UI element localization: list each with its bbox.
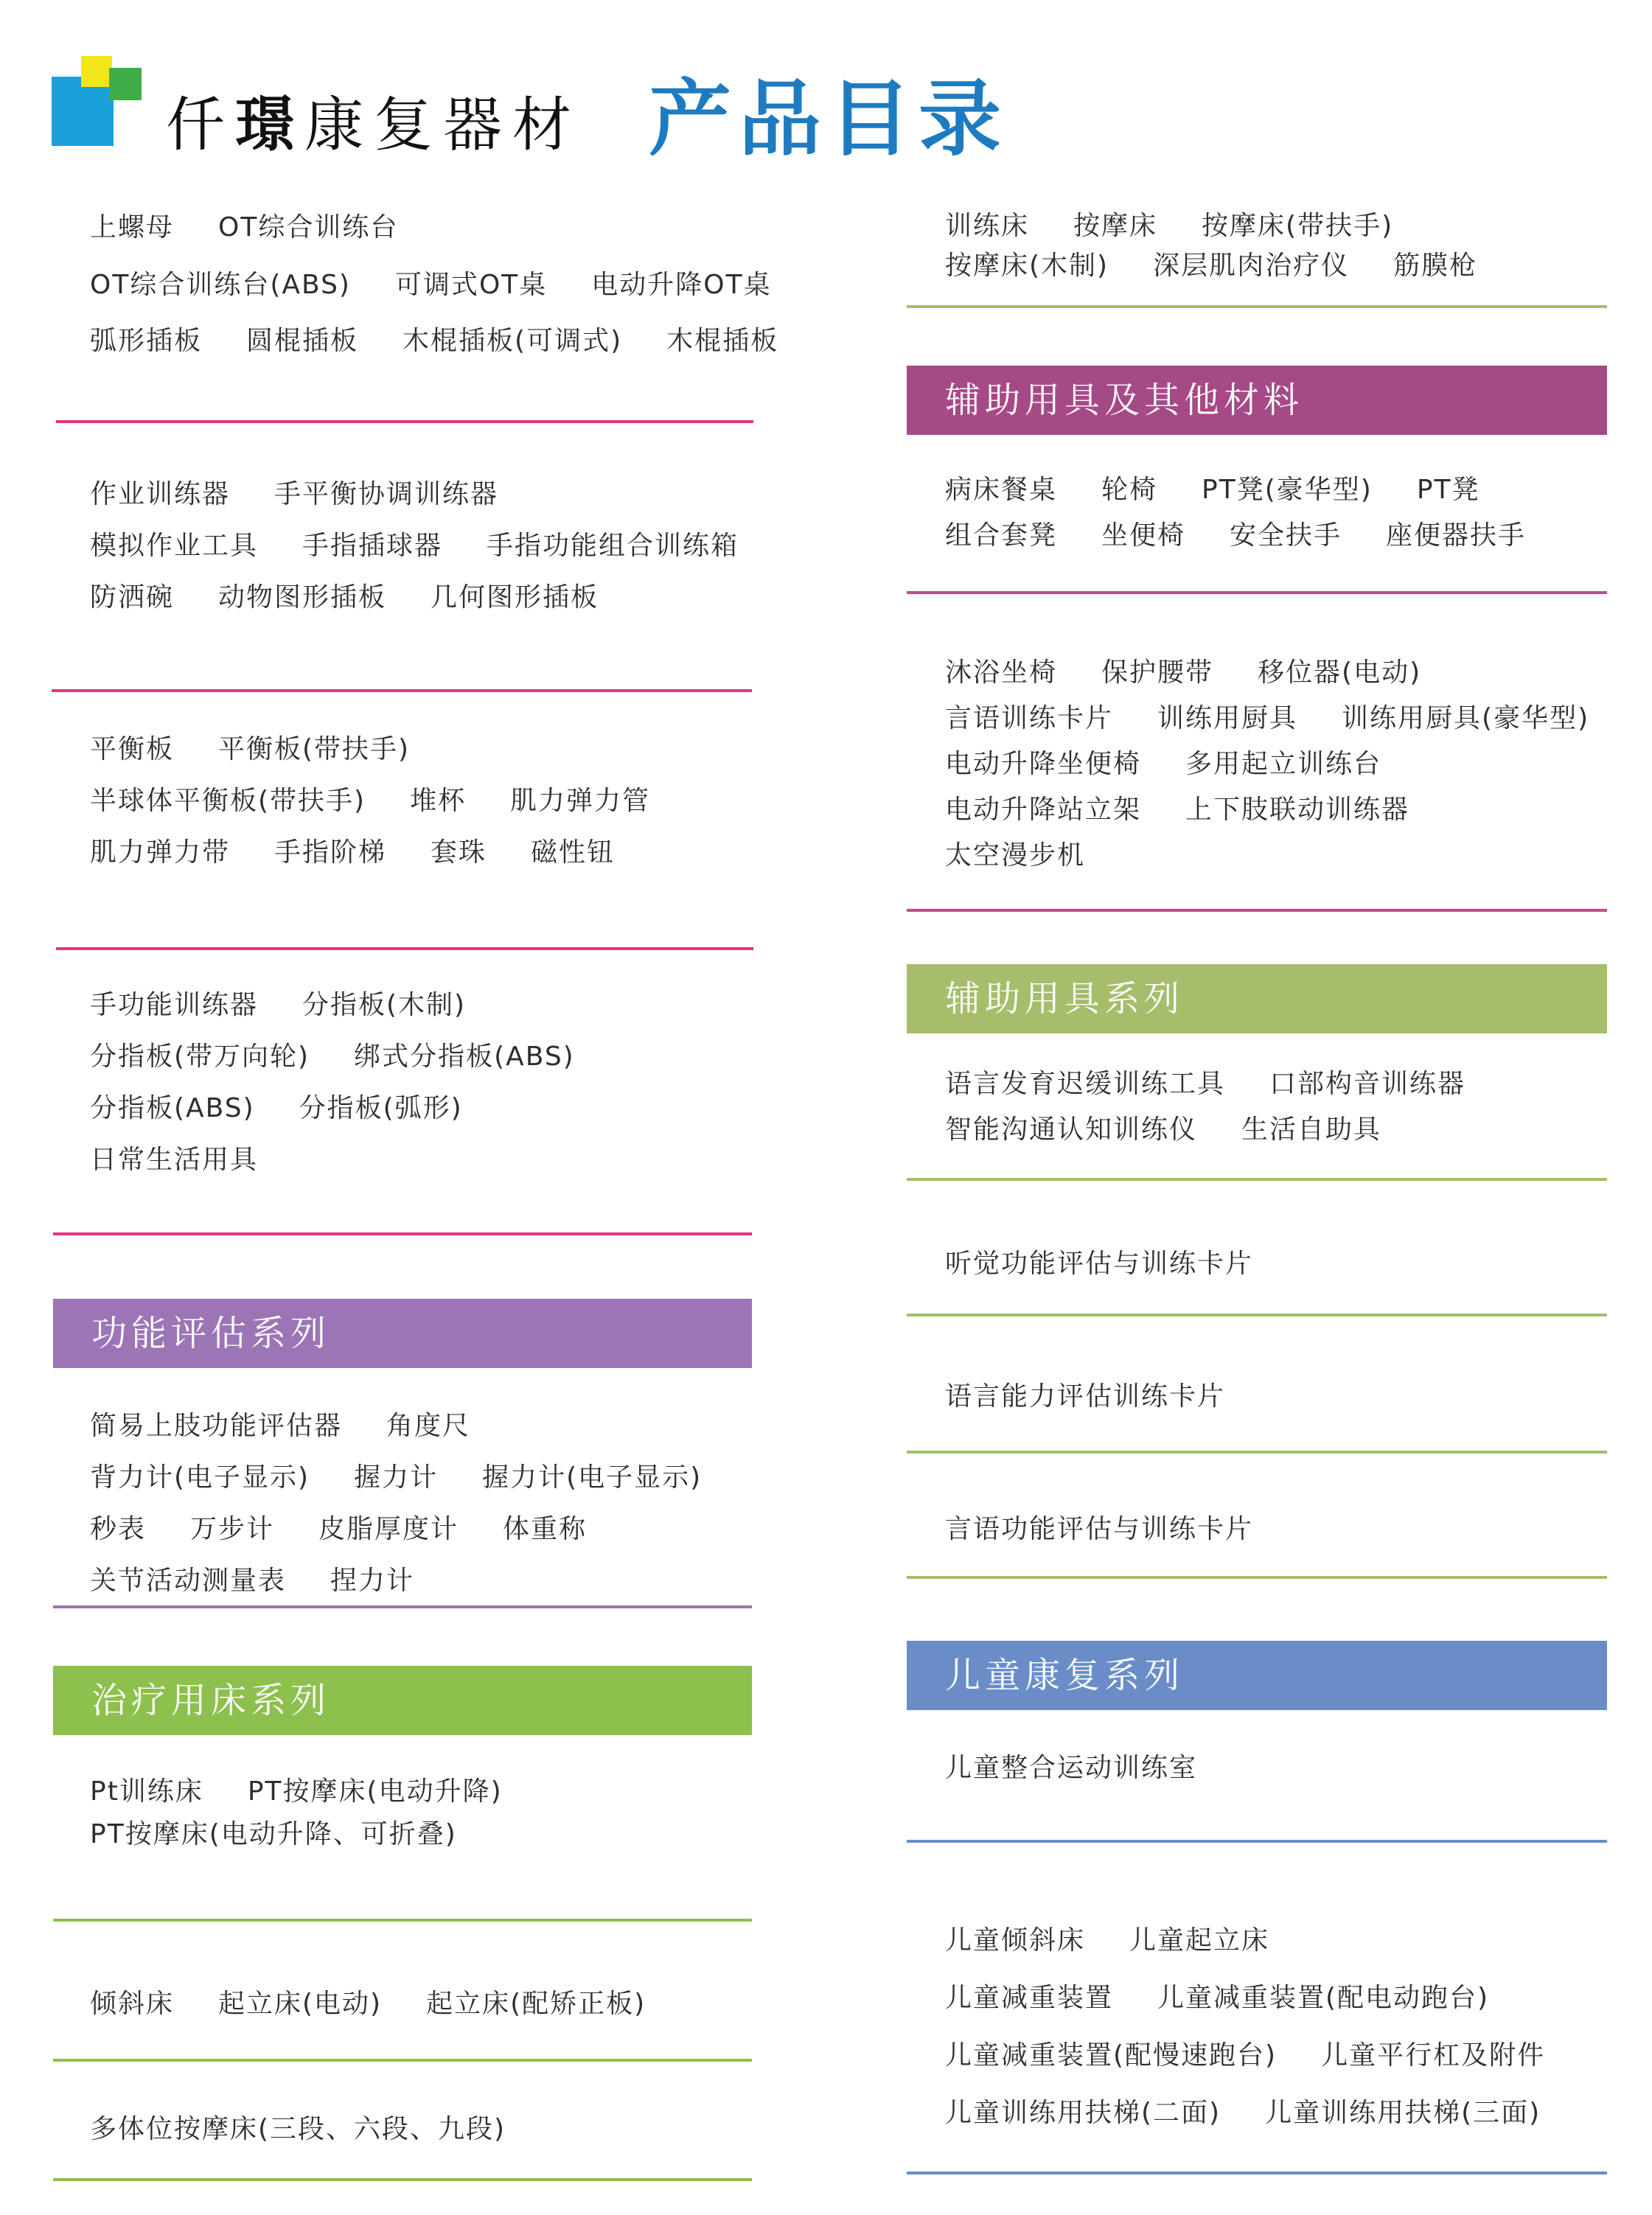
product-item: 半球体平衡板(带扶手) (90, 786, 366, 816)
product-item: 手功能训练器 (90, 990, 259, 1020)
product-row (90, 1508, 631, 1546)
product-item: 分指板(ABS) (90, 1093, 255, 1123)
product-item: 起立床(配矫正板) (426, 1989, 646, 2019)
product-row (945, 652, 1465, 689)
product-item: 按摩床(带扶手) (1202, 211, 1394, 241)
product-item: 深层肌肉治疗仪 (1153, 251, 1350, 281)
product-item: 体重称 (503, 1514, 588, 1544)
product-item: 儿童减重装置(配电动跑台) (1157, 1983, 1490, 2013)
product-item: 堆杯 (410, 786, 467, 816)
product-row (90, 320, 823, 357)
product-item: 手平衡协调训练器 (274, 479, 499, 509)
product-item: 保护腰带 (1101, 657, 1214, 688)
product-row (90, 576, 643, 614)
product-item: 语言能力评估训练卡片 (945, 1381, 1226, 1412)
product-item: 太空漫步机 (945, 840, 1086, 871)
product-item: 组合套凳 (945, 520, 1058, 551)
product-row (945, 2092, 1585, 2129)
product-row (945, 789, 1454, 826)
product-item: 简易上肢功能评估器 (90, 1411, 343, 1441)
divider-kids (907, 1840, 1607, 1843)
product-row (90, 780, 694, 817)
logo-blue-square (52, 77, 114, 146)
product-item: 电动升降站立架 (945, 795, 1142, 825)
product-row (90, 1405, 515, 1443)
product-row (90, 1771, 547, 1808)
product-row (945, 1063, 1510, 1100)
product-item: 防洒碗 (90, 582, 175, 613)
product-row (90, 1087, 507, 1125)
product-item: 分指板(带万向轮) (90, 1042, 310, 1072)
product-item: 肌力弹力带 (90, 837, 231, 868)
product-row (90, 1813, 501, 1851)
product-row (90, 2108, 550, 2146)
product-item: 筋膜枪 (1393, 251, 1478, 281)
product-row (945, 1243, 1297, 1280)
product-item: 儿童减重装置(配慢速跑台) (945, 2040, 1278, 2071)
product-item: 模拟作业工具 (90, 531, 259, 561)
divider-multi (53, 2178, 752, 2181)
product-item: 皮脂厚度计 (318, 1514, 459, 1544)
product-item: 几何图形插板 (431, 582, 599, 613)
product-item: PT凳(豪华型) (1202, 475, 1373, 505)
product-item: 儿童减重装置 (945, 1983, 1114, 2013)
product-row (90, 1036, 619, 1073)
product-item: 捏力计 (330, 1566, 415, 1596)
product-item: 握力计(电子显示) (482, 1462, 703, 1493)
header-assessment: 功能评估系列 (53, 1299, 752, 1368)
product-item: 肌力弹力管 (510, 786, 651, 816)
product-item: 角度尺 (386, 1411, 471, 1441)
product-item: 倾斜床 (90, 1989, 175, 2019)
product-item: 绑式分指板(ABS) (354, 1042, 575, 1072)
logo-green-square (109, 68, 142, 100)
product-item: PT凳 (1416, 475, 1480, 505)
product-item: 磁性钮 (531, 837, 616, 868)
product-row (945, 2034, 1589, 2072)
product-item: 平衡板 (90, 734, 175, 764)
product-item: 握力计 (354, 1462, 439, 1493)
divider-tilt (53, 2059, 752, 2062)
product-row (945, 514, 1570, 552)
product-item: 上螺母 (90, 212, 175, 243)
product-item: 儿童整合运动训练室 (945, 1753, 1198, 1783)
product-item: 秒表 (90, 1514, 147, 1544)
product-row (90, 1139, 302, 1176)
divider-massage (907, 305, 1607, 308)
product-item: 分指板(木制) (302, 990, 467, 1020)
product-row (90, 831, 659, 869)
product-item: 圆棍插板 (246, 326, 359, 356)
product-row (945, 245, 1522, 282)
product-item: 多用起立训练台 (1185, 749, 1382, 779)
product-item: 动物图形插板 (218, 582, 387, 613)
product-row (90, 525, 783, 562)
product-item: 移位器(电动) (1258, 657, 1422, 688)
divider-ot (56, 420, 753, 423)
product-item: 病床餐桌 (945, 475, 1058, 505)
product-item: 作业训练器 (90, 479, 231, 509)
product-item: 训练床 (945, 211, 1030, 241)
product-item: 语言发育迟缓训练工具 (945, 1069, 1226, 1099)
product-item: 儿童起立床 (1129, 1925, 1270, 1956)
product-row (90, 264, 816, 301)
product-row (90, 1560, 459, 1597)
divider-bath (907, 909, 1607, 912)
product-row (945, 1977, 1533, 2015)
product-row (90, 1457, 746, 1494)
product-item: 分指板(弧形) (299, 1093, 463, 1123)
product-item: 儿童平行杠及附件 (1321, 2040, 1546, 2071)
product-row (90, 1983, 690, 2020)
product-item: 背力计(电子显示) (90, 1462, 310, 1493)
product-item: 训练用厨具(豪华型) (1342, 703, 1590, 733)
divider-bed (53, 1919, 752, 1922)
product-item: 儿童训练用扶梯(三面) (1265, 2098, 1541, 2128)
product-item: 可调式OT桌 (394, 270, 548, 300)
product-item: 生活自助具 (1241, 1115, 1382, 1145)
product-row (945, 697, 1634, 735)
divider-hearing (907, 1314, 1607, 1316)
product-item: 沐浴坐椅 (945, 657, 1058, 688)
product-item: 上下肢联动训练器 (1185, 795, 1410, 825)
product-item: 木棍插板(可调式) (402, 326, 623, 356)
product-item: OT综合训练台 (218, 212, 399, 243)
product-item: 座便器扶手 (1386, 520, 1527, 551)
product-row (945, 1747, 1241, 1785)
logo-yellow-square (81, 56, 112, 87)
divider-kids-equipment (907, 2172, 1607, 2174)
product-item: 电动升降OT桌 (591, 270, 772, 300)
page-title: 产品目录 (649, 71, 1008, 167)
company-logo (52, 56, 140, 146)
product-item: 平衡板(带扶手) (218, 734, 411, 764)
product-row (945, 1375, 1269, 1413)
header-aids: 辅助用具系列 (907, 964, 1607, 1033)
product-row (90, 206, 442, 244)
product-item: 儿童倾斜床 (945, 1925, 1086, 1956)
divider-aids-other (907, 591, 1607, 594)
product-item: 言语训练卡片 (945, 703, 1114, 733)
product-item: 言语功能评估与训练卡片 (945, 1514, 1254, 1544)
product-item: 套珠 (431, 837, 487, 868)
divider-work (52, 689, 752, 692)
product-row (90, 984, 510, 1022)
header-aids-other: 辅助用具及其他材料 (907, 366, 1607, 435)
divider-language (907, 1451, 1607, 1454)
product-row (945, 743, 1426, 781)
product-row (945, 834, 1129, 872)
divider-balance (56, 947, 753, 950)
product-item: 手指功能组合训练箱 (487, 531, 739, 561)
product-row (90, 473, 543, 511)
product-item: Pt训练床 (90, 1776, 203, 1807)
product-row (945, 1508, 1297, 1546)
product-item: 日常生活用具 (90, 1145, 259, 1175)
product-item: 坐便椅 (1101, 520, 1186, 551)
product-item: 训练用厨具 (1157, 703, 1298, 733)
product-item: 按摩床 (1073, 211, 1158, 241)
product-item: 安全扶手 (1230, 520, 1342, 551)
product-item: PT按摩床(电动升降、可折叠) (90, 1819, 457, 1849)
product-row (945, 1109, 1426, 1146)
divider-hand (53, 1232, 752, 1235)
product-item: 多体位按摩床(三段、六段、九段) (90, 2114, 506, 2144)
product-item: 万步计 (190, 1514, 275, 1544)
product-item: 木棍插板 (666, 326, 779, 356)
product-item: 弧形插板 (90, 326, 203, 356)
divider-aids (907, 1178, 1607, 1181)
product-item: 儿童训练用扶梯(二面) (945, 2098, 1221, 2128)
product-item: OT综合训练台(ABS) (90, 270, 351, 300)
product-item: 起立床(电动) (218, 1989, 383, 2019)
product-item: 听觉功能评估与训练卡片 (945, 1249, 1254, 1279)
product-row (945, 1919, 1314, 1957)
product-item: 手指阶梯 (274, 837, 387, 868)
product-item: 轮椅 (1101, 475, 1158, 505)
product-item: 关节活动测量表 (90, 1566, 287, 1596)
product-row (90, 728, 454, 766)
product-row (945, 205, 1437, 243)
divider-speech (907, 1576, 1607, 1579)
product-item: 手指插球器 (302, 531, 443, 561)
product-item: 电动升降坐便椅 (945, 749, 1142, 779)
product-item: 按摩床(木制) (945, 251, 1109, 281)
company-name: 仟璟康复器材 (166, 91, 582, 159)
product-item: PT按摩床(电动升降) (247, 1776, 503, 1807)
product-item: 口部构音训练器 (1269, 1069, 1466, 1099)
header-kids: 儿童康复系列 (907, 1641, 1607, 1710)
header-bed: 治疗用床系列 (53, 1666, 752, 1735)
divider-assessment (53, 1605, 752, 1608)
product-item: 智能沟通认知训练仪 (945, 1115, 1198, 1145)
product-row (945, 469, 1524, 506)
